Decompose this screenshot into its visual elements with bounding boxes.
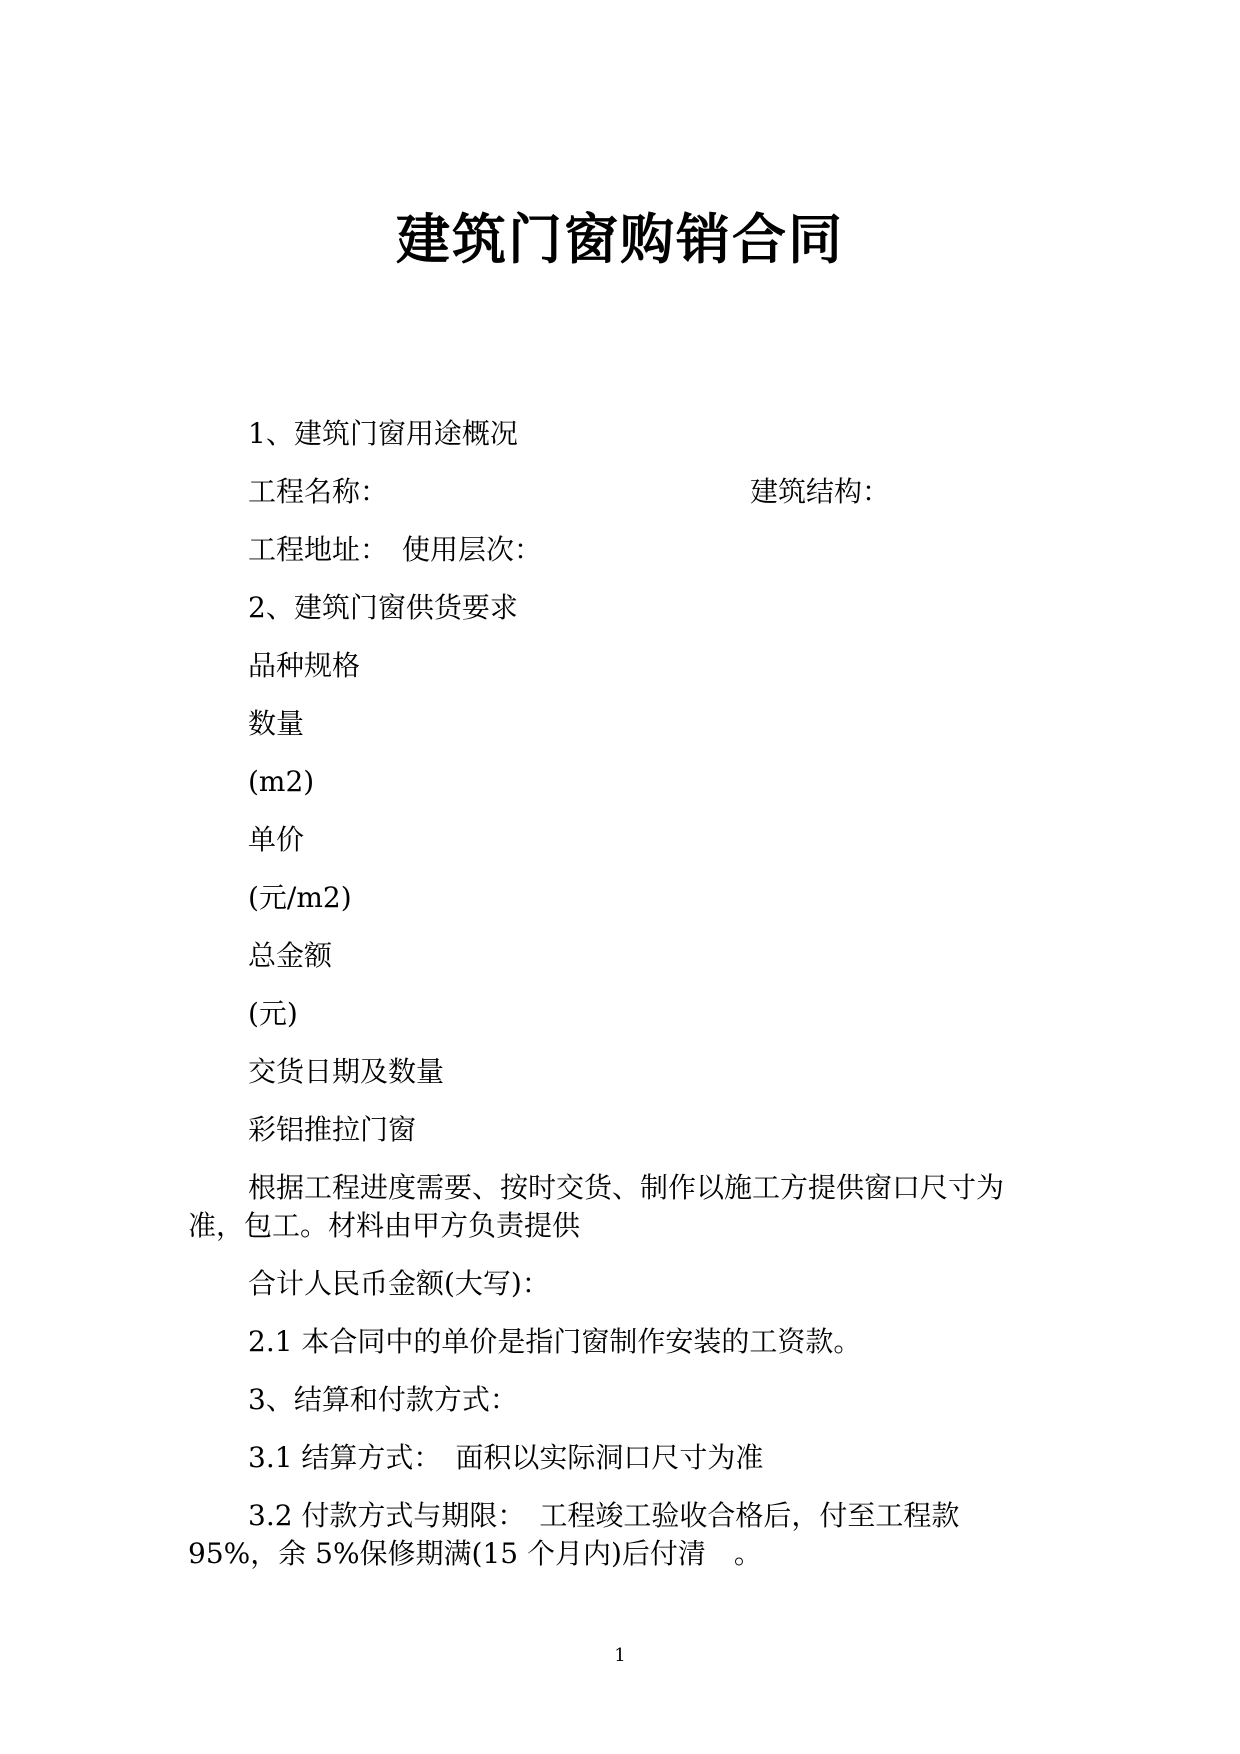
unit-price-unit: (元/m2) [248, 881, 352, 914]
page-number: 1 [614, 1645, 626, 1666]
clause-3-1: 3.1 结算方式： 面积以实际洞口尺寸为准 [248, 1441, 764, 1474]
unit-price-label: 单价 [248, 823, 305, 856]
clause-3-2-line-1: 3.2 付款方式与期限： 工程竣工验收合格后，付至工程款 [248, 1499, 960, 1532]
quantity-unit: (m2) [248, 765, 315, 798]
building-structure-label: 建筑结构： [750, 475, 891, 508]
total-amount-unit: (元) [248, 997, 298, 1030]
delivery-note-line-2: 准，包工。材料由甲方负责提供 [188, 1209, 581, 1242]
total-amount-label: 总金额 [248, 939, 333, 972]
document-title: 建筑门窗购销合同 [396, 208, 844, 271]
spec-label: 品种规格 [248, 649, 361, 682]
total-rmb-label: 合计人民币金额(大写)： [248, 1267, 550, 1300]
section-2-heading: 2、建筑门窗供货要求 [248, 591, 518, 624]
delivery-label: 交货日期及数量 [248, 1055, 445, 1088]
clause-3-2-line-2: 95%，余 5%保修期满(15 个月内)后付清 。 [188, 1537, 762, 1570]
clause-2-1: 2.1 本合同中的单价是指门窗制作安装的工资款。 [248, 1325, 862, 1358]
quantity-label: 数量 [248, 707, 305, 740]
project-address-line: 工程地址： 使用层次： [248, 533, 543, 566]
section-3-heading: 3、结算和付款方式： [248, 1383, 518, 1416]
project-name-label: 工程名称： [248, 475, 389, 508]
delivery-note-line-1: 根据工程进度需要、按时交货、制作以施工方提供窗口尺寸为 [248, 1171, 1005, 1204]
product-name: 彩铝推拉门窗 [248, 1113, 417, 1146]
section-1-heading: 1、建筑门窗用途概况 [248, 417, 518, 450]
